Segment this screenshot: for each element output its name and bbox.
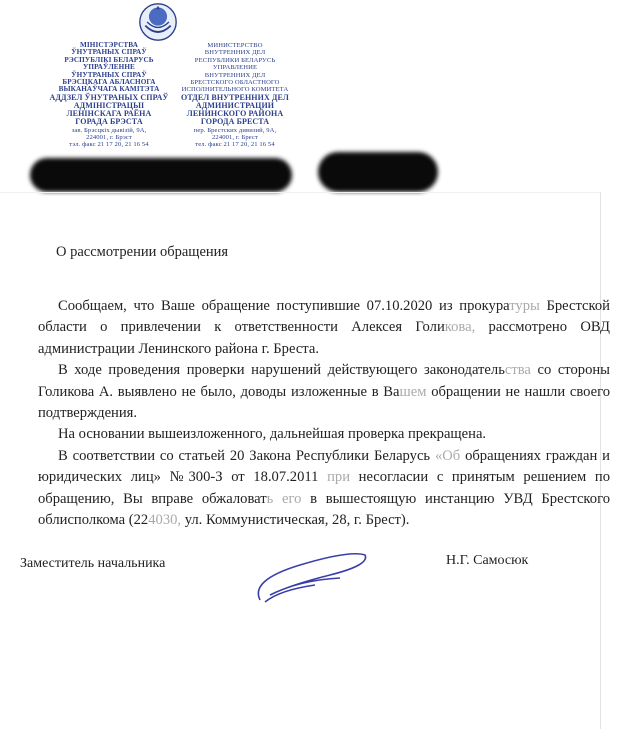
letterhead-line: УПРАВЛЕНИЕ xyxy=(212,64,258,72)
letterhead-line: ВНУТРЕННИХ ДЕЛ xyxy=(204,49,266,57)
text: обращении не нашли своего подтверждения. xyxy=(38,383,610,422)
text: Брестской области о привлечении к ответственности Алексея Голи xyxy=(38,298,610,336)
letterhead-line: БРЕСТСКОГО ОБЛАСТНОГО xyxy=(190,79,280,87)
text: 4030, xyxy=(148,512,182,529)
letterhead-line: РЭСПУБЛІКІ БЕЛАРУСЬ xyxy=(64,55,154,64)
text: Сообщаем, что Ваше обращение поступившие 07.10.2020 из прокура xyxy=(58,298,510,314)
text: рассмотрено ОВД администрации Ленинского района г. Бреста. xyxy=(38,319,610,357)
letterhead-line: ВЫКАНАЎЧАГА КАМІТЭТА xyxy=(58,85,160,94)
text: туры xyxy=(509,298,540,314)
letter-subject: О рассмотрении обращения xyxy=(56,244,229,260)
letterhead-line: ЎНУТРАНЫХ СПРАЎ xyxy=(71,70,147,79)
letterhead-line: пер. Брестских дивизий, 9А, xyxy=(193,126,277,134)
text: ства xyxy=(504,362,531,379)
signatory-title: Заместитель начальника xyxy=(20,556,166,571)
letterhead-line: тел. факс 21 17 20, 21 16 54 xyxy=(195,141,275,149)
paragraph xyxy=(38,296,610,360)
text: ул. Коммунистическая, 28, г. Брест). xyxy=(181,512,410,529)
paragraph xyxy=(38,446,610,532)
text: со стороны Голикова А. выявлено не было, доводы изложенные в Ва xyxy=(38,362,610,400)
text: В соответствии со статьей 20 Закона Республики Беларусь xyxy=(58,447,435,464)
text: при xyxy=(327,469,351,486)
letterhead-line: ЎНУТРАНЫХ СПРАЎ xyxy=(71,48,147,57)
redaction-mark xyxy=(318,152,438,192)
text: шем xyxy=(399,383,427,400)
letterhead-line: АДМІНІСТРАЦЫІ xyxy=(73,101,145,111)
text: «Об xyxy=(434,447,461,464)
letter-body xyxy=(38,296,610,531)
letterhead-line: ИСПОЛНИТЕЛЬНОГО КОМИТЕТА xyxy=(181,86,289,94)
paragraph: На основании вышеизложенного, дальнейшая проверка прекращена. xyxy=(58,426,487,443)
signatory-name: Н.Г. Самосюк xyxy=(446,553,529,568)
letterhead-line: УПРАЎЛЕННЕ xyxy=(83,63,135,72)
text: в вышестоящую инстанцию УВД Брестского облисполкома (22 xyxy=(38,490,610,529)
text: В ходе проведения проверки нарушений действующего законодатель xyxy=(58,362,505,379)
letterhead-line: 224001, г. Брест xyxy=(212,134,258,142)
letterhead-belarusian xyxy=(44,42,174,149)
belarus-emblem-icon xyxy=(138,2,178,42)
letterhead-line: ГОРОДА БРЕСТА xyxy=(200,117,270,127)
letterhead-line: МИНИСТЕРСТВО xyxy=(207,42,263,49)
letterhead-line: ОТДЕЛ ВНУТРЕННИХ ДЕЛ xyxy=(181,92,289,102)
letterhead-russian xyxy=(172,42,298,149)
letterhead-line: ЛЕНІНСКАГА РАЁНА xyxy=(66,109,152,119)
letterhead-line: ЛЕНИНСКОГО РАЙОНА xyxy=(186,109,284,119)
letterhead-line: БРЭСЦКАГА АБЛАСНОГА xyxy=(62,78,156,87)
letterhead-line: ВНУТРЕННИХ ДЕЛ xyxy=(204,71,266,79)
paragraph xyxy=(38,360,610,424)
text: несогласии с принятым решением по обращению, Вы вправе обжаловат xyxy=(38,469,610,507)
letterhead-line: АДМИНИСТРАЦИИ xyxy=(195,101,275,111)
letterhead-line: зав. Брэсцкіх дывізій, 9А, xyxy=(71,126,147,134)
page-edge xyxy=(0,192,600,193)
handwritten-signature xyxy=(240,540,380,610)
letterhead-line: ГОРАДА БРЭСТА xyxy=(75,117,143,127)
letterhead-line: АДДЗЕЛ ЎНУТРАНЫХ СПРАЎ xyxy=(49,92,169,102)
letterhead-line: 224001, г. Брэст xyxy=(86,134,132,142)
letterhead-line: РЕСПУБЛИКИ БЕЛАРУСЬ xyxy=(194,56,276,64)
letterhead-line: МІНІСТЭРСТВА xyxy=(79,41,139,49)
text: кова, xyxy=(444,319,476,336)
letterhead-line: тэл. факс 21 17 20, 21 16 54 xyxy=(69,141,149,149)
redaction-mark xyxy=(30,158,292,192)
text: обращениях граждан и юридических лиц» №300-З от 18.07.2011 xyxy=(38,447,610,486)
text: ь его xyxy=(266,490,302,507)
